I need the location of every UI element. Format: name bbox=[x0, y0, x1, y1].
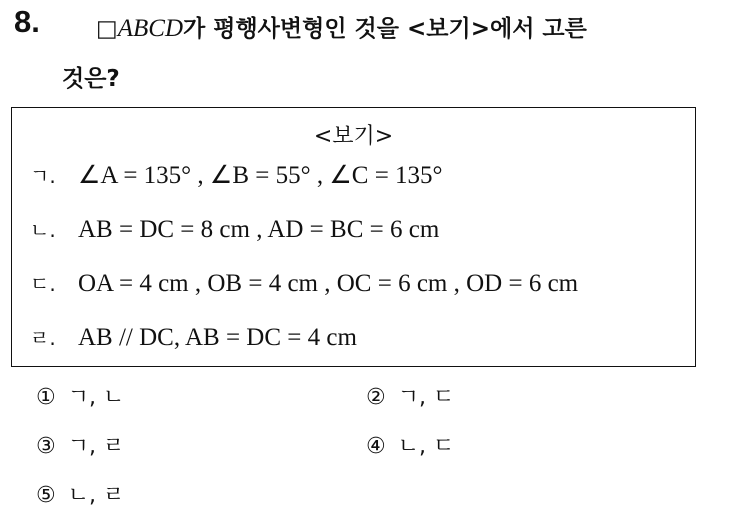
condition-expression: ∠A = 135° , ∠B = 55° , ∠C = 135° bbox=[78, 162, 443, 189]
option-text: ㄴ, ㄷ bbox=[397, 434, 455, 459]
condition-item bbox=[30, 214, 439, 244]
square-symbol: □ bbox=[96, 16, 118, 42]
option-number: ④ bbox=[366, 434, 386, 459]
condition-expression: OA = 4 cm , OB = 4 cm , OC = 6 cm , OD = 6 cm bbox=[78, 270, 579, 297]
option-text: ㄱ, ㄹ bbox=[67, 434, 125, 459]
example-box bbox=[11, 107, 696, 367]
question-stem-line2: 것은? bbox=[62, 66, 120, 92]
condition-key: ㄴ. bbox=[30, 218, 56, 242]
answer-option-2[interactable] bbox=[366, 380, 454, 411]
example-box-title: <보기> bbox=[313, 124, 394, 149]
option-number: ⑤ bbox=[36, 483, 56, 508]
condition-key: ㄹ. bbox=[30, 326, 56, 350]
condition-key: ㄷ. bbox=[30, 272, 56, 296]
condition-key: ㄱ. bbox=[30, 164, 56, 188]
option-number: ③ bbox=[36, 434, 56, 459]
condition-item bbox=[30, 160, 443, 190]
answer-option-1[interactable] bbox=[36, 380, 124, 411]
option-text: ㄱ, ㄷ bbox=[397, 385, 455, 410]
condition-expression: AB // DC, AB = DC = 4 cm bbox=[78, 324, 357, 351]
shape-label: ABCD bbox=[117, 15, 184, 42]
option-number: ① bbox=[36, 385, 56, 410]
option-text: ㄴ, ㄹ bbox=[67, 483, 125, 508]
answer-option-5[interactable] bbox=[36, 478, 124, 509]
condition-item bbox=[30, 322, 357, 352]
answer-option-4[interactable] bbox=[366, 429, 454, 460]
question-stem-line1 bbox=[96, 10, 587, 43]
option-number: ② bbox=[366, 385, 386, 410]
condition-item bbox=[30, 268, 578, 298]
stem-text: 가 평행사변형인 것을 <보기>에서 고른 bbox=[183, 16, 587, 42]
answer-option-3[interactable] bbox=[36, 429, 124, 460]
condition-expression: AB = DC = 8 cm , AD = BC = 6 cm bbox=[78, 216, 440, 243]
option-text: ㄱ, ㄴ bbox=[67, 385, 125, 410]
question-number: 8. bbox=[14, 4, 40, 39]
